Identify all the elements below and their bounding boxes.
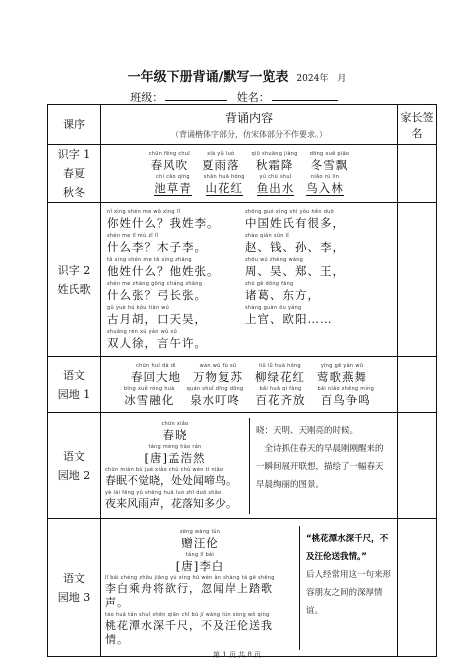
- hanzi: 春眠不觉晓，处处闻啼鸟。: [105, 473, 237, 487]
- hanzi: 春晓: [162, 427, 188, 442]
- hanzi: 鱼出水: [256, 181, 295, 195]
- poem-line: [105, 575, 295, 610]
- note-block: [250, 418, 397, 514]
- content-cell: [101, 519, 398, 657]
- hanzi: 周、吴、郑、王，: [245, 264, 345, 278]
- phrase: [193, 363, 243, 384]
- phrase: [107, 281, 245, 302]
- signature-cell[interactable]: [398, 519, 437, 657]
- verse-row: [101, 329, 397, 350]
- header-content-note: （背诵楷体字部分，仿宋体部分不作要求。）: [171, 130, 327, 139]
- content-cell: [101, 145, 398, 203]
- pinyin: shān huā hóng: [203, 174, 245, 180]
- row-label: 识字 2 姓氏歌: [48, 203, 101, 357]
- pinyin: shuāng rén xú yán wǔ xǔ: [107, 329, 178, 335]
- hanzi: 万物复苏: [193, 369, 243, 384]
- pinyin: liǔ lǜ huā hóng: [259, 362, 301, 369]
- signature-cell[interactable]: [398, 203, 437, 357]
- hanzi: 秋霜降: [255, 158, 294, 172]
- phrase: [204, 174, 245, 196]
- pinyin: bǎi niǎo zhēng míng: [317, 385, 375, 392]
- phrase: [317, 363, 367, 384]
- poem-title: [105, 421, 245, 442]
- name-field[interactable]: [272, 90, 338, 101]
- hanzi: 百花齐放: [255, 392, 306, 407]
- hanzi: 什么张？弓长张。: [107, 288, 207, 302]
- row-label: 识字 1 春夏 秋冬: [48, 145, 101, 203]
- year-month: 2024年 月: [296, 74, 347, 84]
- phrase: [256, 386, 306, 407]
- pinyin: xià yǔ luò: [207, 151, 235, 157]
- row-label: 语文 园地 1: [48, 357, 101, 413]
- hanzi: 诸葛、东方，: [245, 288, 320, 302]
- pinyin: zhào qián sūn lǐ: [245, 233, 290, 239]
- hanzi: 夜来风雨声，花落知多少。: [105, 496, 237, 510]
- phrase: [252, 151, 298, 172]
- phrase: [257, 174, 295, 196]
- phrase-row: [101, 174, 397, 196]
- phrase: [255, 363, 305, 384]
- row-label: 语文 园地 3: [48, 519, 101, 657]
- hanzi: 中国姓氏有很多，: [245, 216, 345, 230]
- hanzi: 鸟入林: [306, 181, 344, 195]
- phrase: [107, 305, 245, 326]
- class-label: 班级：: [130, 91, 164, 104]
- poem-block: [101, 526, 300, 650]
- hanzi: 百鸟争鸣: [320, 392, 371, 407]
- hanzi: 冰雪融化: [124, 392, 175, 407]
- signature-cell[interactable]: [398, 145, 437, 203]
- hanzi: 冬雪飘: [310, 158, 349, 172]
- class-field[interactable]: [165, 90, 227, 101]
- pinyin: shén me lǐ mù zǐ lǐ: [107, 233, 159, 239]
- hanzi: 他姓什么？他姓张。: [107, 264, 220, 278]
- note-block: [300, 526, 397, 650]
- phrase: [245, 233, 383, 254]
- row-label: 语文 园地 2: [48, 413, 101, 519]
- header-content: [101, 105, 398, 145]
- pinyin: chūn huí dà dì: [136, 362, 176, 369]
- phrase: [245, 329, 383, 350]
- pinyin: niǎo rù lín: [310, 174, 340, 180]
- note-quote: “桃花潭水深千尺，不及汪伦送我情。”: [306, 533, 389, 562]
- hanzi: 什么李？木子李。: [107, 240, 207, 254]
- phrase: [187, 386, 244, 407]
- pinyin: bǎi huā qí fàng: [259, 385, 302, 392]
- pinyin: quán shuǐ dīng dōng: [186, 385, 244, 392]
- hanzi: 赵、钱、孙、李，: [245, 240, 345, 254]
- phrase: [107, 257, 245, 278]
- pinyin: zhū gě dōng fāng: [245, 281, 294, 287]
- pinyin: gǔ yuè hú kǒu tiān wú: [107, 305, 170, 311]
- phrase: [149, 151, 190, 172]
- phrase: [245, 281, 383, 302]
- poem-line: [105, 467, 245, 488]
- header-parent-signature: 家长签名: [398, 105, 437, 145]
- phrase-row: [101, 386, 397, 407]
- pinyin: lǐ bái chéng zhōu jiāng yù xíng hū wén àn shàng tà gē shēng: [105, 574, 275, 581]
- signature-cell[interactable]: [398, 357, 437, 413]
- hanzi: [唐]李白: [175, 558, 225, 573]
- note-text: 晓：天明、天刚亮的时候。 全诗抓住春天的早晨刚刚醒来的一瞬间展开联想，描绘了一幅春天早晨绚丽的图景。: [256, 425, 384, 490]
- signature-cell[interactable]: [398, 413, 437, 519]
- poem-title: [105, 529, 295, 550]
- hanzi: 莺歌燕舞: [317, 369, 367, 384]
- pinyin: yú chū shuǐ: [259, 174, 292, 180]
- pinyin: chūn mián bù jué xiǎo chù chù wén tí niǎo: [105, 466, 224, 473]
- recitation-table: [47, 104, 437, 657]
- phrase: [306, 174, 344, 196]
- hanzi: 柳绿花红: [255, 369, 305, 384]
- phrase: [245, 305, 383, 326]
- pinyin: shén me zhāng gōng cháng zhāng: [107, 281, 203, 287]
- phrase: [245, 257, 383, 278]
- phrase: [245, 209, 383, 230]
- hanzi: 桃花潭水深千尺，不及汪伦送我情。: [105, 618, 273, 646]
- page-footer: 第 1 页 共 8 页: [212, 651, 262, 659]
- page-title: 一年级下册背诵/默写一览表 2024年 月: [127, 70, 347, 85]
- poem-line: [105, 490, 245, 511]
- header-content-title: 背诵内容: [224, 111, 273, 125]
- content-cell: [101, 357, 398, 413]
- pinyin: wàn wù fù sū: [199, 362, 237, 369]
- phrase: [310, 151, 350, 172]
- pinyin: shàng guān ōu yáng: [245, 305, 302, 311]
- hanzi: 山花红: [205, 181, 243, 195]
- pinyin: qiū shuāng jiàng: [251, 151, 298, 157]
- poem-layout: [101, 418, 397, 514]
- hanzi: 双人徐，言午许。: [107, 336, 207, 350]
- pinyin: chí cǎo qīng: [156, 174, 190, 180]
- verse-row: [101, 305, 397, 326]
- verse-row: [101, 257, 397, 278]
- pinyin: zhōu wú zhèng wáng: [245, 257, 304, 263]
- verse-row: [101, 281, 397, 302]
- phrase: [107, 233, 245, 254]
- hanzi: [唐]孟浩然: [144, 450, 206, 465]
- poem-author: [105, 552, 295, 573]
- header-lesson: 课序: [48, 105, 101, 145]
- phrase: [131, 363, 181, 384]
- hanzi: 春风吹: [150, 158, 189, 172]
- note-text: 后人经常用这一句来形容朋友之间的深厚情谊。: [306, 569, 392, 616]
- pinyin: zhōng guó xìng shì yǒu hěn duō: [245, 209, 334, 215]
- hanzi: 上官、欧阳……: [245, 312, 333, 326]
- pinyin: dōng xuě piāo: [309, 151, 350, 157]
- pinyin: bīng xuě róng huà: [123, 385, 175, 392]
- hanzi: 李白乘舟将欲行，忽闻岸上踏歌声。: [105, 581, 273, 609]
- pinyin: chūn xiǎo: [161, 420, 189, 427]
- pinyin: yīng gē yàn wǔ: [320, 362, 364, 369]
- hanzi: 泉水叮咚: [190, 392, 241, 407]
- pinyin: táng mèng hào rán: [148, 443, 202, 450]
- hanzi: 池草青: [154, 181, 192, 195]
- phrase: [202, 151, 240, 172]
- phrase: [107, 329, 245, 350]
- phrase-row: [101, 151, 397, 172]
- phrase: [107, 209, 245, 230]
- pinyin: yè lái fēng yǔ shēng huā luò zhī duō shǎo: [105, 489, 222, 496]
- poem-author: [105, 444, 245, 465]
- poem-layout: [101, 526, 397, 650]
- poem-line: [105, 612, 295, 647]
- verse-row: [101, 209, 397, 230]
- hanzi: 夏雨落: [202, 158, 240, 172]
- pinyin: táo huā tán shuǐ shēn qiān chǐ bù jí wāng lún sòng wǒ qíng: [105, 611, 270, 618]
- pinyin: zèng wāng lún: [179, 528, 221, 535]
- hanzi: 赠汪伦: [181, 535, 219, 550]
- hanzi: 春回大地: [131, 369, 181, 384]
- hanzi: 你姓什么？我姓李。: [107, 216, 220, 230]
- phrase: [154, 174, 192, 196]
- poem-block: [101, 418, 250, 514]
- phrase: [318, 386, 375, 407]
- phrase: [124, 386, 175, 407]
- pinyin: chūn fēng chuī: [148, 151, 190, 157]
- content-cell: [101, 413, 398, 519]
- pinyin: tā xìng shén me tā xìng zhāng: [107, 257, 192, 263]
- name-label: 姓名：: [236, 91, 270, 104]
- phrase-row: [101, 363, 397, 384]
- pinyin: táng lǐ bái: [185, 551, 215, 558]
- pinyin: nǐ xìng shén me wǒ xìng lǐ: [107, 209, 181, 215]
- hanzi: 古月胡，口天吴，: [107, 312, 207, 326]
- student-info: [0, 89, 474, 105]
- verse-row: [101, 233, 397, 254]
- content-cell: [101, 203, 398, 357]
